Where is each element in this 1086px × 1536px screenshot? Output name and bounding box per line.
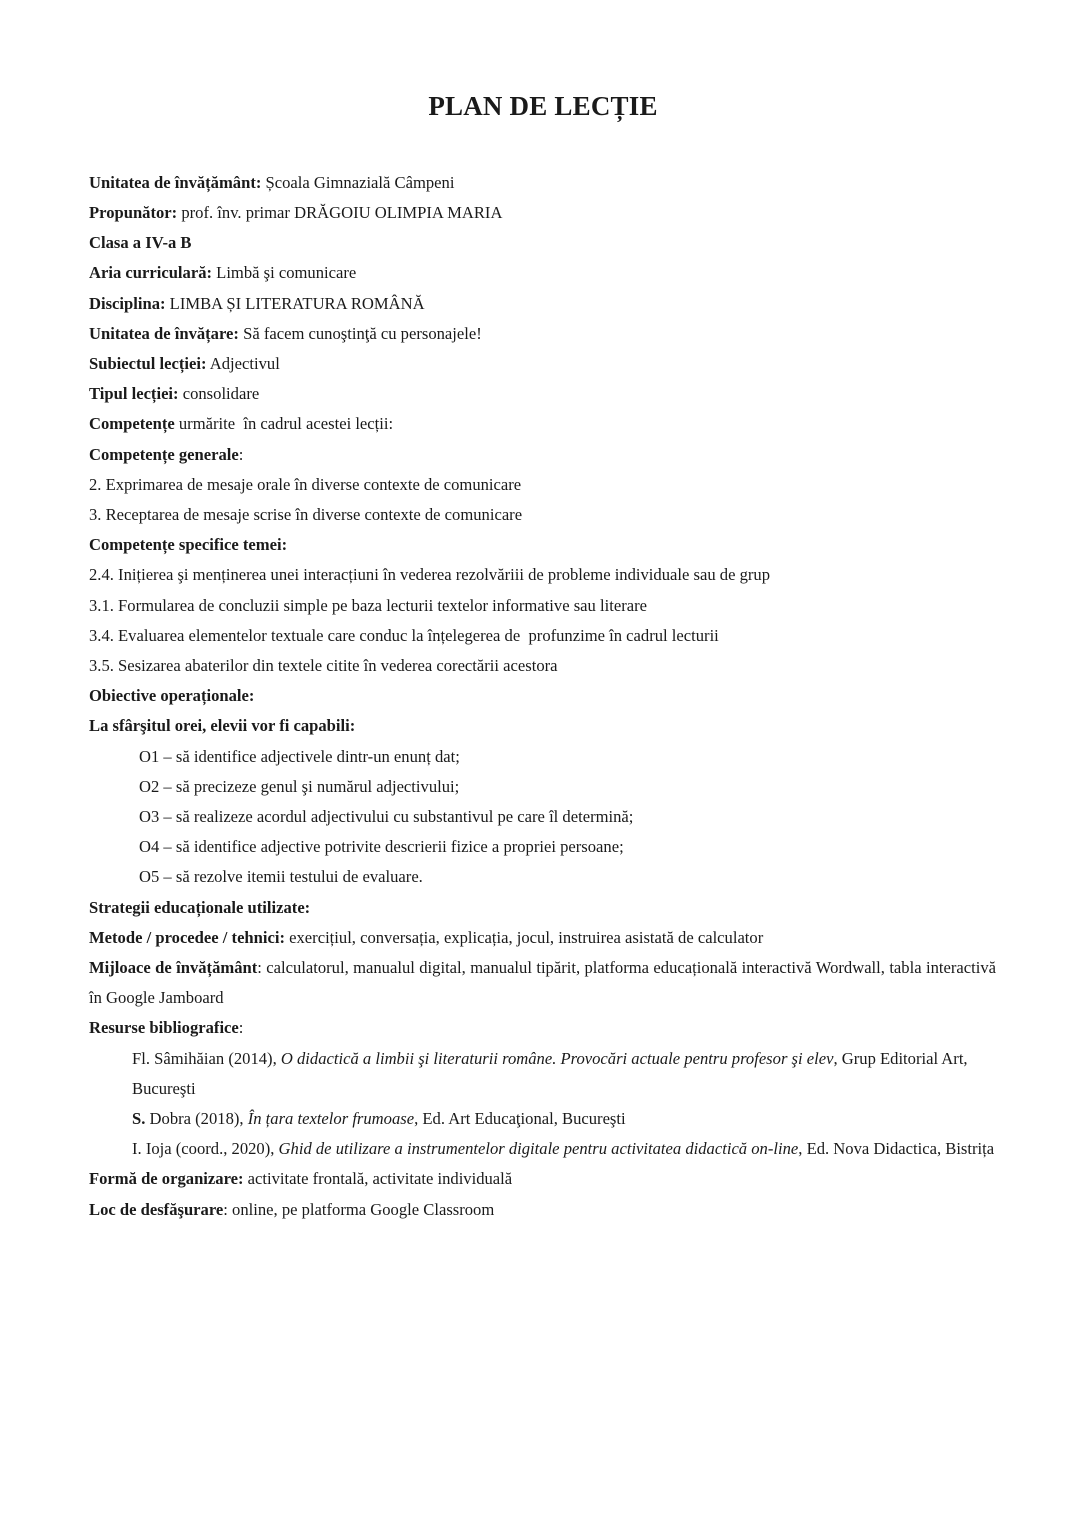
field-label: Formă de organizare: [89, 1169, 244, 1189]
mijloace-value: : calculatorul, manualul digital, manualul tipărit, platforma educațională interactivă Wordwall, tabla interactivă în Google Jamboard [89, 957, 1001, 1008]
footer-fields-group [89, 1164, 996, 1224]
field-value: consolidare [178, 384, 260, 404]
competenta-specifica-item: 3.1. Formularea de concluzii simple pe baza lecturii textelor informative sau literare [89, 595, 647, 615]
obiectiv-item: O1 – să identifice adjectivele dintr-un enunț dat; [139, 746, 460, 766]
entry-prefix: Dobra (2018), [145, 1108, 248, 1128]
field-value: Să facem cunoştinţă cu personajele! [238, 323, 482, 343]
document-body [89, 122, 1001, 1225]
field-value: LIMBA ȘI LITERATURA ROMÂNĂ [165, 293, 425, 313]
strategii-heading: Strategii educaționale utilizate: [89, 897, 311, 917]
entry-suffix: , Grup Editorial Art, Bucureşti [132, 1048, 972, 1098]
field-value: : online, pe platforma Google Classroom [223, 1199, 495, 1219]
metode-label: Metode / procedee / tehnici: [89, 927, 285, 947]
resurse-bibliografice-section [89, 1013, 996, 1164]
field-value: urmărite în cadrul acestei lecții: [174, 414, 394, 434]
bibliography-entry [89, 1134, 996, 1164]
entry-prefix: Fl. Sâmihăian (2014), [132, 1048, 281, 1068]
field-label: Aria curriculară: [89, 263, 213, 283]
competenta-specifica-item: 2.4. Inițierea şi menținerea unei interacțiuni în vederea rezolvăriii de probleme individuale sau de grup [89, 565, 771, 585]
competente-specifice-heading: Competențe specifice temei: [89, 535, 288, 555]
field-label: Disciplina: [89, 293, 166, 313]
field-unitatea-invatamant [89, 168, 996, 198]
heading-colon: : [238, 444, 244, 464]
field-label: Tipul lecției: [89, 384, 179, 404]
field-label: Competențe [89, 414, 175, 434]
field-aria-curriculara [89, 258, 996, 288]
field-value: prof. înv. primar DRĂGOIU OLIMPIA MARIA [177, 202, 503, 222]
field-value: Adjectivul [206, 353, 280, 373]
field-tipul-lectiei [89, 379, 996, 409]
field-forma-organizare [89, 1164, 996, 1194]
obiective-subheading: La sfârşitul orei, elevii vor fi capabili: [89, 716, 356, 736]
metode-value: exercițiul, conversația, explicația, jocul, instruirea asistată de calculator [285, 927, 764, 947]
field-subiectul-lectiei [89, 349, 996, 379]
competente-generale-heading [89, 440, 996, 470]
obiective-section [89, 681, 996, 892]
heading-colon: : [238, 1018, 244, 1038]
field-loc-desfasurare [89, 1195, 996, 1225]
competenta-specifica-item: 3.5. Sesizarea abaterilor din textele citite în vederea corectării acestora [89, 655, 558, 675]
obiectiv-item: O5 – să rezolve itemii testului de evaluare. [139, 867, 423, 887]
entry-title: În țara textelor frumoase [247, 1108, 415, 1128]
field-label: Subiectul lecției: [89, 353, 207, 373]
competenta-specifica-item: 3.4. Evaluarea elementelor textuale care conduc la înțelegerea de profunzime în cadrul lecturii [89, 625, 719, 645]
heading-text: Resurse bibliografice [89, 1018, 239, 1038]
page-title: PLAN DE LECȚIE [428, 91, 658, 121]
entry-prefix: I. Ioja (coord., 2020), [132, 1139, 279, 1159]
entry-suffix: , Ed. Nova Didactica, Bistrița [798, 1139, 995, 1159]
field-unitatea-invatare [89, 319, 996, 349]
bibliography-entry [89, 1044, 996, 1104]
field-label: Propunător: [89, 202, 178, 222]
header-fields-group [89, 168, 996, 440]
field-value: Limbă şi comunicare [212, 263, 357, 283]
field-value: activitate frontală, activitate individuală [243, 1169, 513, 1189]
bibliography-entry [89, 1104, 996, 1134]
competenta-generala-item: 2. Exprimarea de mesaje orale în diverse contexte de comunicare [89, 474, 522, 494]
field-value: Școala Gimnazială Câmpeni [261, 172, 455, 192]
metode-line [89, 923, 996, 953]
field-label: Unitatea de învățământ: [89, 172, 262, 192]
strategii-section [89, 893, 1001, 1014]
field-label: Loc de desfăşurare [89, 1199, 224, 1219]
heading-text: Competențe generale [89, 444, 239, 464]
field-label: Unitatea de învățare: [89, 323, 239, 343]
obiectiv-item: O2 – să precizeze genul şi numărul adjectivului; [139, 776, 460, 796]
mijloace-label: Mijloace de învățământ [89, 957, 258, 977]
entry-author-initial: S. [132, 1108, 146, 1128]
field-disciplina [89, 289, 996, 319]
competenta-generala-item: 3. Receptarea de mesaje scrise în diverse contexte de comunicare [89, 504, 523, 524]
resurse-heading [89, 1013, 996, 1043]
field-competente-urmarite [89, 409, 996, 439]
entry-title: Ghid de utilizare a instrumentelor digitale pentru activitatea didactică on-line [278, 1139, 799, 1159]
competente-specifice-section [89, 530, 996, 681]
obiective-heading: Obiective operaționale: [89, 686, 255, 706]
competente-generale-section [89, 440, 996, 531]
entry-title: O didactică a limbii şi literaturii române. Provocări actuale pentru profesor şi elev [280, 1048, 834, 1068]
obiectiv-item: O4 – să identifice adjective potrivite descrierii fizice a propriei persoane; [139, 837, 624, 857]
field-propunator [89, 198, 996, 228]
entry-suffix: , Ed. Art Educaţional, Bucureşti [414, 1108, 626, 1128]
field-clasa [89, 228, 996, 258]
field-label: Clasa a IV-a B [89, 233, 192, 253]
mijloace-line [89, 953, 1001, 1013]
obiectiv-item: O3 – să realizeze acordul adjectivului cu substantivul pe care îl determină; [139, 806, 634, 826]
